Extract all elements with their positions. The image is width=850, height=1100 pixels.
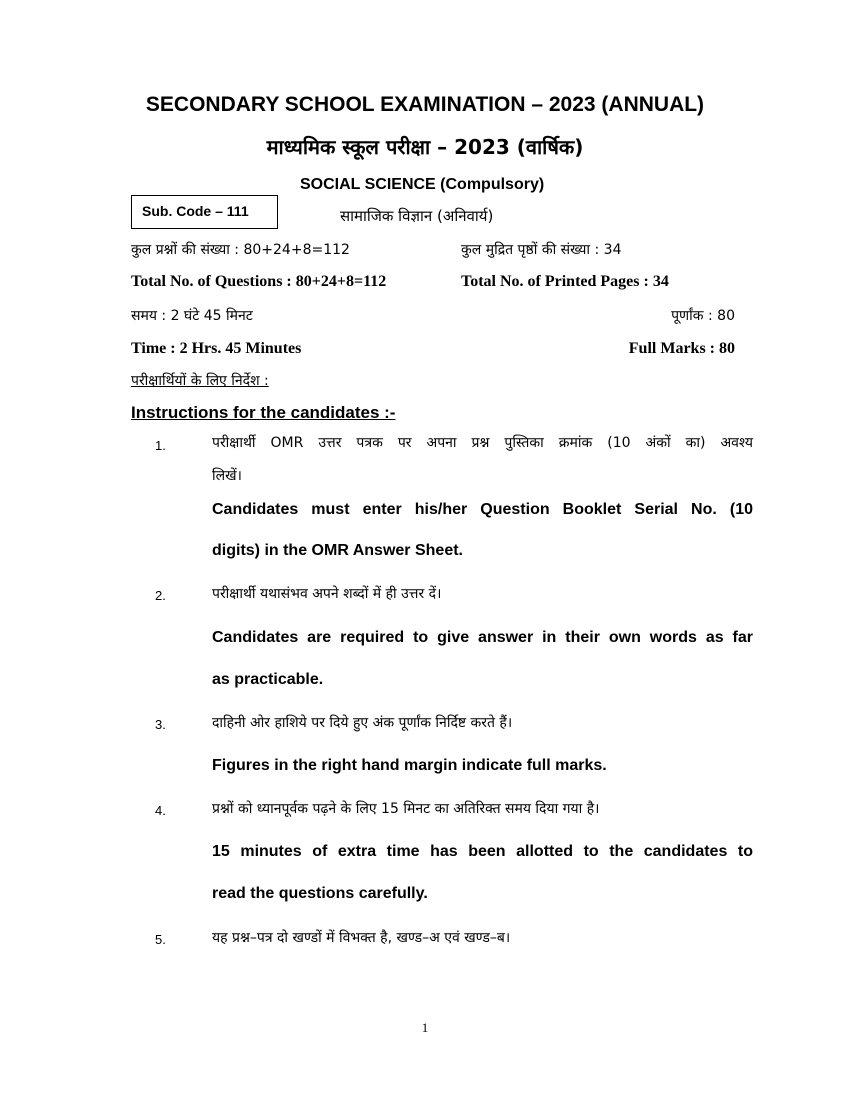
full-marks-hindi: पूर्णांक : 80 [671, 308, 735, 324]
exam-title: SECONDARY SCHOOL EXAMINATION – 2023 (ANNUAL) [145, 93, 705, 116]
pages-count-hindi: कुल मुद्रित पृष्ठों की संख्या : 34 [461, 242, 622, 258]
instruction-2-hindi: परीक्षार्थी यथासंभव अपने शब्दों में ही उत्तर दें। [212, 586, 442, 602]
pages-count: Total No. of Printed Pages : 34 [461, 273, 669, 290]
instruction-number: 1. [155, 438, 166, 453]
subject-title-hindi: सामाजिक विज्ञान (अनिवार्य) [340, 207, 494, 225]
instruction-1-hindi: परीक्षार्थी OMR उत्तर पत्रक पर अपना प्रश्न पुस्तिका क्रमांक (10 अंकों का) अवश्य [212, 435, 753, 451]
instruction-number: 3. [155, 717, 166, 732]
instruction-3: Figures in the right hand margin indicate full marks. [212, 757, 607, 774]
instruction-5-hindi: यह प्रश्न–पत्र दो खण्डों में विभक्त है, खण्ड–अ एवं खण्ड–ब। [212, 930, 511, 946]
instruction-number: 4. [155, 803, 166, 818]
exam-title-hindi: माध्यमिक स्कूल परीक्षा – 2023 (वार्षिक) [266, 135, 584, 159]
questions-count-hindi: कुल प्रश्नों की संख्या : 80+24+8=112 [131, 242, 350, 258]
instruction-number: 5. [155, 932, 166, 947]
instruction-4-hindi: प्रश्नों को ध्यानपूर्वक पढ़ने के लिए 15 मिनट का अतिरिक्त समय दिया गया है। [212, 801, 600, 817]
instruction-2-cont: as practicable. [212, 671, 324, 688]
full-marks: Full Marks : 80 [628, 340, 735, 357]
instruction-4: 15 minutes of extra time has been allotted to the candidates to [212, 843, 753, 860]
page-number: 1 [421, 1020, 429, 1035]
time-allowed: Time : 2 Hrs. 45 Minutes [131, 340, 302, 357]
sub-code-box: Sub. Code – 111 [131, 195, 278, 229]
instructions-heading-hindi: परीक्षार्थियों के लिए निर्देश : [131, 373, 269, 389]
instruction-4-cont: read the questions carefully. [212, 885, 428, 902]
subject-title: SOCIAL SCIENCE (Compulsory) [300, 176, 545, 193]
instruction-2: Candidates are required to give answer in their own words as far [212, 629, 753, 646]
time-hindi: समय : 2 घंटे 45 मिनट [131, 308, 253, 324]
instruction-1-cont: digits) in the OMR Answer Sheet. [212, 542, 463, 559]
instruction-1-hindi-cont: लिखें। [212, 468, 242, 484]
instruction-3-hindi: दाहिनी ओर हाशिये पर दिये हुए अंक पूर्णांक निर्दिष्ट करते हैं। [212, 715, 513, 731]
instructions-heading: Instructions for the candidates :- [131, 403, 396, 422]
instruction-number: 2. [155, 588, 166, 603]
questions-count: Total No. of Questions : 80+24+8=112 [131, 273, 387, 290]
instruction-1: Candidates must enter his/her Question Booklet Serial No. (10 [212, 501, 753, 518]
